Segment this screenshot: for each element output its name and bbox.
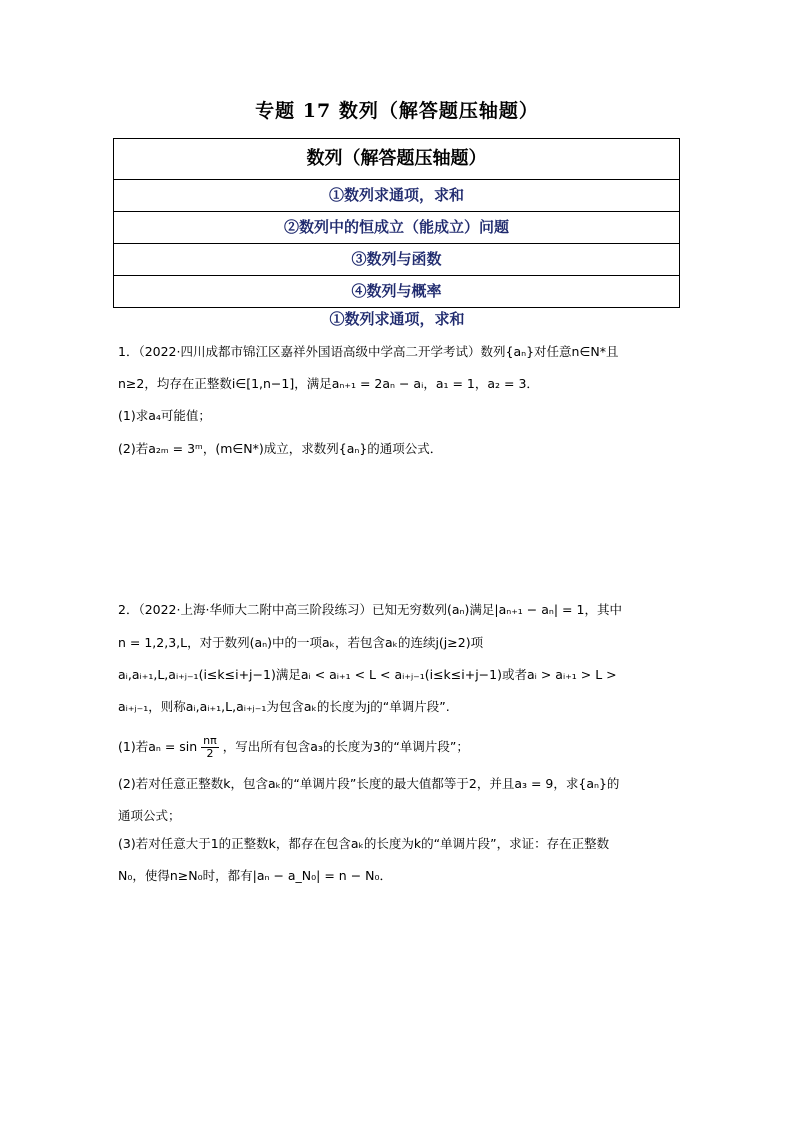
- problem-2-line-1: 2．（2022·上海·华师大二附中高三阶段练习）已知无穷数列(aₙ)满足|aₙ₊₁ − aₙ| = 1，其中: [118, 602, 622, 617]
- problem-2-part-1-prefix: (1)若aₙ = sin: [118, 739, 198, 754]
- problem-2-part-2-cont: 通项公式；: [118, 808, 181, 823]
- problem-2-part-2: (2)若对任意正整数k，包含aₖ的“单调片段”长度的最大值都等于2，并且a₃ = 9，求{aₙ}的: [118, 776, 620, 791]
- topic-table: [113, 138, 680, 308]
- problem-2-line-2: n = 1,2,3,L，对于数列(aₙ)中的一项aₖ，若包含aₖ的连续j(j≥2)项: [118, 635, 484, 650]
- topic-row-4: ④数列与概率: [351, 282, 442, 300]
- fraction-n-pi-over-2: [201, 735, 219, 760]
- problem-1-line-2: n≥2，均存在正整数i∈[1,n−1]，满足aₙ₊₁ = 2aₙ − aᵢ，a₁ = 1，a₂ = 3．: [118, 376, 539, 391]
- section-heading: ①数列求通项，求和: [329, 310, 465, 328]
- problem-2-part-1-suffix: ，写出所有包含a₃的长度为3的“单调片段”；: [222, 739, 469, 754]
- problem-2-line-4: aᵢ₊ⱼ₋₁，则称aᵢ,aᵢ₊₁,L,aᵢ₊ⱼ₋₁为包含aₖ的长度为j的“单调片段”.: [118, 699, 450, 714]
- problem-1-part-1: (1)求a₄可能值；: [118, 408, 211, 423]
- problem-2-part-1: [118, 735, 678, 760]
- topic-row-2: ②数列中的恒成立（能成立）问题: [114, 212, 679, 244]
- fraction-numerator: nπ: [203, 734, 217, 747]
- problem-2-part-3: (3)若对任意大于1的正整数k，都存在包含aₖ的长度为k的“单调片段”，求证：存在正整数: [118, 836, 610, 851]
- fraction-denominator: 2: [206, 747, 214, 760]
- topic-row-1: ①数列求通项，求和: [114, 180, 679, 212]
- topic-table-heading: 数列（解答题压轴题）: [114, 139, 679, 180]
- page-title: 专题 17 数列（解答题压轴题）: [255, 100, 539, 122]
- problem-1-part-2: (2)若a₂ₘ = 3ᵐ，(m∈N*)成立，求数列{aₙ}的通项公式．: [118, 441, 443, 456]
- problem-2-line-3: aᵢ,aᵢ₊₁,L,aᵢ₊ⱼ₋₁(i≤k≤i+j−1)满足aᵢ < aᵢ₊₁ < L < aᵢ₊ⱼ₋₁(i≤k≤i+j−1)或者aᵢ > aᵢ₊₁ > L >: [118, 667, 617, 682]
- problem-2-part-3-cont: N₀，使得n≥N₀时，都有|aₙ − a_N₀| = n − N₀．: [118, 868, 392, 883]
- problem-1-line-1: 1．（2022·四川成都市锦江区嘉祥外国语高级中学高二开学考试）数列{aₙ}对任意n∈N*且: [118, 344, 619, 359]
- topic-row-3: ③数列与函数: [114, 244, 679, 276]
